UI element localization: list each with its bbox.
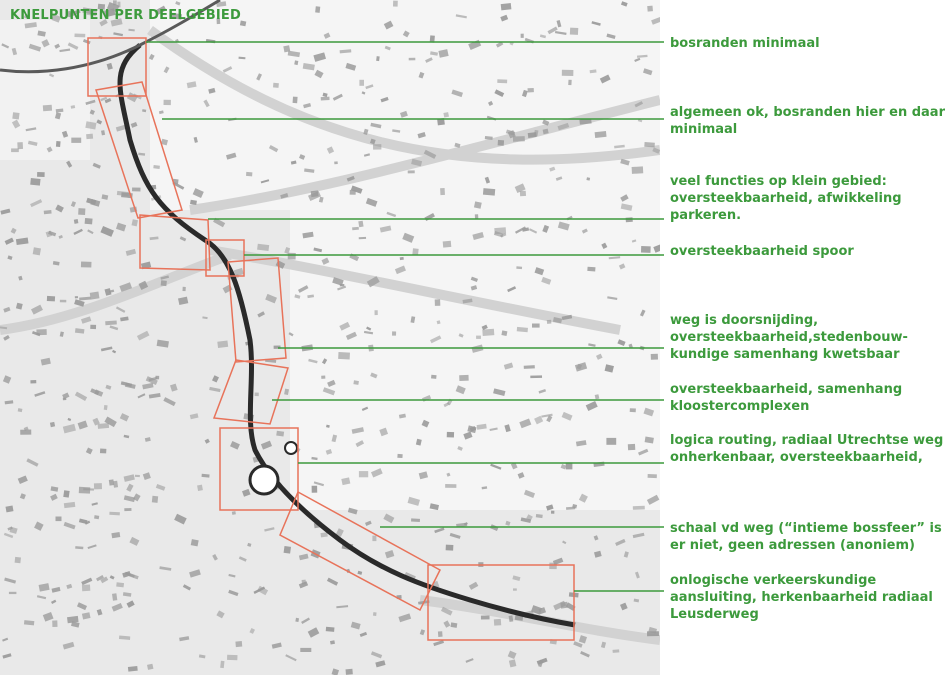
building xyxy=(393,1,398,7)
building xyxy=(274,345,281,348)
building xyxy=(276,431,284,437)
building xyxy=(321,375,325,378)
building xyxy=(155,376,159,380)
annotation-7: logica routing, radiaal Utrechtse weg onherkenbaar, oversteekbaarheid, xyxy=(670,433,944,465)
building xyxy=(450,622,457,627)
building xyxy=(164,100,171,105)
building xyxy=(412,248,418,255)
building xyxy=(651,354,658,360)
building xyxy=(409,58,416,61)
building xyxy=(326,627,335,632)
building xyxy=(532,324,540,328)
building xyxy=(116,582,124,587)
building xyxy=(476,336,481,339)
building xyxy=(400,257,404,260)
building xyxy=(33,247,41,255)
roundabout-small xyxy=(285,442,297,454)
building xyxy=(79,487,91,494)
building xyxy=(358,221,363,228)
building xyxy=(30,380,36,384)
building xyxy=(359,80,364,86)
building xyxy=(430,35,435,42)
building xyxy=(375,310,378,315)
building xyxy=(90,325,96,329)
annotation-3: veel functies op klein gebied: oversteekbaarheid, afwikkeling parkeren. xyxy=(670,174,902,223)
building xyxy=(340,284,345,286)
building xyxy=(438,631,443,637)
building xyxy=(30,178,40,186)
building xyxy=(81,262,92,268)
roundabout xyxy=(250,466,278,494)
building xyxy=(334,161,338,164)
building xyxy=(74,34,85,38)
annotation-2: algemeen ok, bosranden hier en daar minimaal xyxy=(670,105,945,137)
building xyxy=(440,188,445,195)
building xyxy=(647,631,659,636)
building xyxy=(570,28,578,35)
building xyxy=(481,615,490,619)
building xyxy=(530,375,542,378)
building xyxy=(630,408,636,412)
building xyxy=(632,166,644,173)
building xyxy=(109,479,114,485)
building xyxy=(227,655,237,660)
building xyxy=(47,296,55,302)
building xyxy=(497,79,507,83)
building xyxy=(75,296,78,298)
building xyxy=(483,188,495,196)
building xyxy=(626,217,633,222)
building xyxy=(98,423,109,429)
building xyxy=(86,134,93,140)
building xyxy=(246,172,252,176)
building xyxy=(633,506,645,510)
building xyxy=(217,341,228,348)
building xyxy=(135,475,140,477)
building xyxy=(6,505,14,512)
building xyxy=(321,532,328,537)
building xyxy=(528,132,537,138)
building xyxy=(408,170,415,173)
building xyxy=(437,118,445,125)
building xyxy=(501,330,507,336)
building xyxy=(353,380,359,385)
building xyxy=(411,518,420,522)
building xyxy=(516,266,522,269)
building xyxy=(113,0,117,5)
building xyxy=(94,515,99,519)
building xyxy=(587,267,595,272)
building xyxy=(63,490,69,497)
building xyxy=(311,190,319,197)
building xyxy=(9,592,17,594)
building xyxy=(85,218,93,224)
building xyxy=(641,246,651,253)
building xyxy=(74,219,79,224)
building xyxy=(547,320,552,324)
building xyxy=(321,97,330,101)
building xyxy=(182,287,185,291)
building xyxy=(435,299,441,306)
building xyxy=(78,208,85,215)
building xyxy=(191,539,199,546)
annotation-1: bosranden minimaal xyxy=(670,36,820,51)
building xyxy=(15,557,21,563)
building xyxy=(459,375,468,381)
building xyxy=(37,172,45,177)
building xyxy=(443,241,452,248)
building xyxy=(293,97,298,104)
building xyxy=(562,70,574,76)
building xyxy=(648,474,657,478)
building xyxy=(644,142,655,147)
building xyxy=(373,144,381,149)
building xyxy=(12,112,19,119)
page-title: KNELPUNTEN PER DEELGEBIED xyxy=(10,8,241,23)
building xyxy=(284,546,291,554)
building xyxy=(50,422,55,427)
building xyxy=(447,432,454,438)
building xyxy=(17,142,23,149)
building xyxy=(132,188,140,192)
building xyxy=(43,105,52,112)
building xyxy=(445,484,456,488)
building xyxy=(128,666,138,672)
building xyxy=(498,140,504,146)
building xyxy=(551,511,554,514)
building xyxy=(338,352,350,359)
building xyxy=(566,462,573,469)
building xyxy=(105,321,117,326)
annotation-9: onlogische verkeerskundige aansluiting, herkenbaarheid radiaal Leusderweg xyxy=(670,573,933,622)
building xyxy=(595,131,607,138)
building xyxy=(373,612,377,616)
building xyxy=(606,438,616,445)
building xyxy=(161,280,167,286)
building xyxy=(273,83,279,88)
building xyxy=(359,471,368,477)
building xyxy=(295,618,299,622)
building xyxy=(376,56,380,61)
building xyxy=(63,398,67,401)
building xyxy=(109,512,120,516)
building xyxy=(528,88,534,93)
building xyxy=(520,191,526,197)
building xyxy=(359,237,366,239)
building xyxy=(232,511,236,515)
building xyxy=(220,661,224,668)
building xyxy=(431,375,437,379)
building xyxy=(100,449,106,454)
annotation-8: schaal vd weg (“intieme bossfeer” is er niet, geen adressen (anoniem) xyxy=(670,521,942,553)
annotation-5: weg is doorsnijding, oversteekbaarheid,stedenbouw-kundige samenhang kwetsbaar xyxy=(670,313,908,362)
building xyxy=(475,214,479,219)
building xyxy=(94,483,102,489)
building xyxy=(392,331,396,335)
building xyxy=(397,454,402,458)
building xyxy=(513,588,517,590)
building xyxy=(52,620,57,627)
building xyxy=(300,648,311,652)
building xyxy=(255,393,259,397)
building xyxy=(302,580,306,585)
building xyxy=(56,141,61,147)
building xyxy=(494,619,501,626)
building xyxy=(647,6,653,12)
building xyxy=(346,669,353,675)
building xyxy=(352,227,359,230)
building xyxy=(82,584,90,591)
building xyxy=(524,365,535,369)
building xyxy=(501,3,512,10)
building xyxy=(117,2,120,8)
building xyxy=(482,329,494,336)
building xyxy=(20,430,31,435)
building xyxy=(494,227,506,234)
building xyxy=(312,486,318,493)
building xyxy=(568,80,571,85)
building xyxy=(628,444,635,450)
building xyxy=(372,536,376,542)
building xyxy=(446,545,454,551)
building xyxy=(56,517,62,522)
building xyxy=(235,641,242,647)
building xyxy=(368,345,374,352)
annotation-4: oversteekbaarheid spoor xyxy=(670,244,854,259)
building xyxy=(124,508,131,511)
building xyxy=(513,136,525,142)
building xyxy=(197,485,203,491)
building xyxy=(288,253,296,260)
building xyxy=(443,112,449,117)
building xyxy=(521,34,524,38)
building xyxy=(60,300,66,303)
building xyxy=(71,138,81,143)
building xyxy=(315,6,320,13)
building xyxy=(283,45,290,52)
building xyxy=(613,649,620,653)
building xyxy=(104,405,108,410)
annotation-6: oversteekbaarheid, samenhang kloostercomplexen xyxy=(670,382,903,414)
building xyxy=(11,148,19,152)
building xyxy=(90,292,100,300)
building xyxy=(152,496,158,503)
